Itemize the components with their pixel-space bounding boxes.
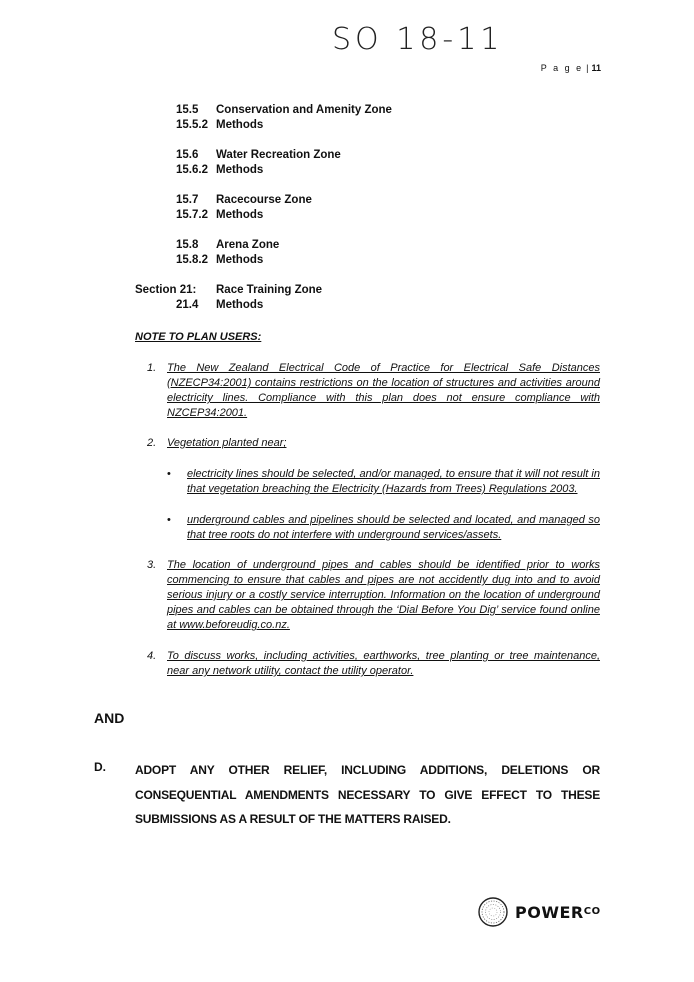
page-number: 11	[591, 63, 601, 73]
handwritten-reference: SO 18-11	[332, 22, 504, 57]
note-item-1	[147, 361, 600, 421]
list-item-number: 15.7.2	[176, 209, 208, 221]
bullet-text: underground cables and pipelines should be selected and located, and managed so that tree roots do not interfere with underground services/assets.	[187, 514, 600, 541]
logo-word-small: CO	[583, 905, 601, 917]
list-item	[0, 284, 694, 299]
bullet-text: electricity lines should be selected, and/or managed, to ensure that it will not result in that vegetation breaching the Electricity (Hazards from Trees) Regulations 2003.	[187, 468, 600, 495]
list-item-number: 15.7	[176, 194, 199, 206]
and-heading: AND	[94, 710, 125, 726]
list-item-label: Methods	[216, 254, 264, 266]
list-item	[0, 254, 694, 269]
note-number: 4.	[147, 650, 157, 662]
note-number: 3.	[147, 559, 157, 571]
note-item-2	[147, 436, 600, 451]
list-item-label: Methods	[216, 209, 264, 221]
bullet-item-2	[167, 513, 600, 543]
note-item-3	[147, 558, 600, 633]
bullet-icon: •	[167, 514, 171, 526]
powerco-logo	[477, 896, 601, 928]
zone-list	[0, 104, 694, 314]
list-item	[0, 209, 694, 224]
list-item-number: Section 21:	[135, 284, 197, 296]
bullet-icon: •	[167, 468, 171, 480]
list-item	[0, 119, 694, 134]
note-text: The New Zealand Electrical Code of Practice for Electrical Safe Distances (NZECP34:2001) contains restrictions on the location of structures and activities around electricity lines. Compliance with this plan does not ensure compliance with NZCEP34:2001.	[167, 362, 600, 419]
list-item-number: 15.8.2	[176, 254, 208, 266]
logo-wordmark	[515, 903, 601, 922]
list-item-number: 15.5	[176, 104, 199, 116]
page-label: P a g e	[540, 63, 584, 73]
list-item-label: Racecourse Zone	[216, 194, 312, 206]
list-item	[0, 164, 694, 179]
list-item-number: 15.5.2	[176, 119, 208, 131]
note-number: 1.	[147, 362, 157, 374]
list-item-label: Methods	[216, 119, 264, 131]
list-item	[0, 194, 694, 209]
item-d-mark: D.	[94, 760, 106, 774]
list-item	[0, 299, 694, 314]
logo-globe-icon	[477, 896, 509, 928]
list-item-number: 15.6	[176, 149, 199, 161]
list-item	[0, 104, 694, 119]
list-item-label: Race Training Zone	[216, 284, 323, 296]
page-number-header: P a g e | 11	[540, 63, 601, 73]
list-item-label: Water Recreation Zone	[216, 149, 341, 161]
bullet-item-1	[167, 467, 600, 497]
list-item-label: Arena Zone	[216, 239, 280, 251]
note-item-4	[147, 649, 600, 679]
list-item-label: Methods	[216, 164, 264, 176]
list-item	[0, 239, 694, 254]
list-item-number: 15.6.2	[176, 164, 208, 176]
note-text: To discuss works, including activities, earthworks, tree planting or tree maintenance, near any network utility, contact the utility operator.	[167, 650, 600, 677]
list-item-number: 21.4	[176, 299, 199, 311]
list-item-label: Conservation and Amenity Zone	[216, 104, 392, 116]
note-text: The location of underground pipes and cables should be identified prior to works commencing to ensure that cables and pipes are not accidently dug into and to avoid serious injury or a costly service interruption. Information on the location of underground pipes and cables can be obtained through the ‘Dial Before You Dig’ service found online at www.beforeudig.co.nz.	[167, 559, 600, 631]
list-item	[0, 149, 694, 164]
list-item-label: Methods	[216, 299, 264, 311]
list-item-number: 15.8	[176, 239, 199, 251]
logo-word-main: POWER	[515, 902, 584, 922]
note-heading: NOTE TO PLAN USERS:	[135, 331, 262, 343]
item-d-text: ADOPT ANY OTHER RELIEF, INCLUDING ADDITIONS, DELETIONS OR CONSEQUENTIAL AMENDMENTS NECESSARY TO GIVE EFFECT TO THESE SUBMISSIONS AS A RESULT OF THE MATTERS RAISED.	[135, 763, 600, 826]
note-number: 2.	[147, 437, 157, 449]
note-text: Vegetation planted near;	[167, 437, 287, 449]
